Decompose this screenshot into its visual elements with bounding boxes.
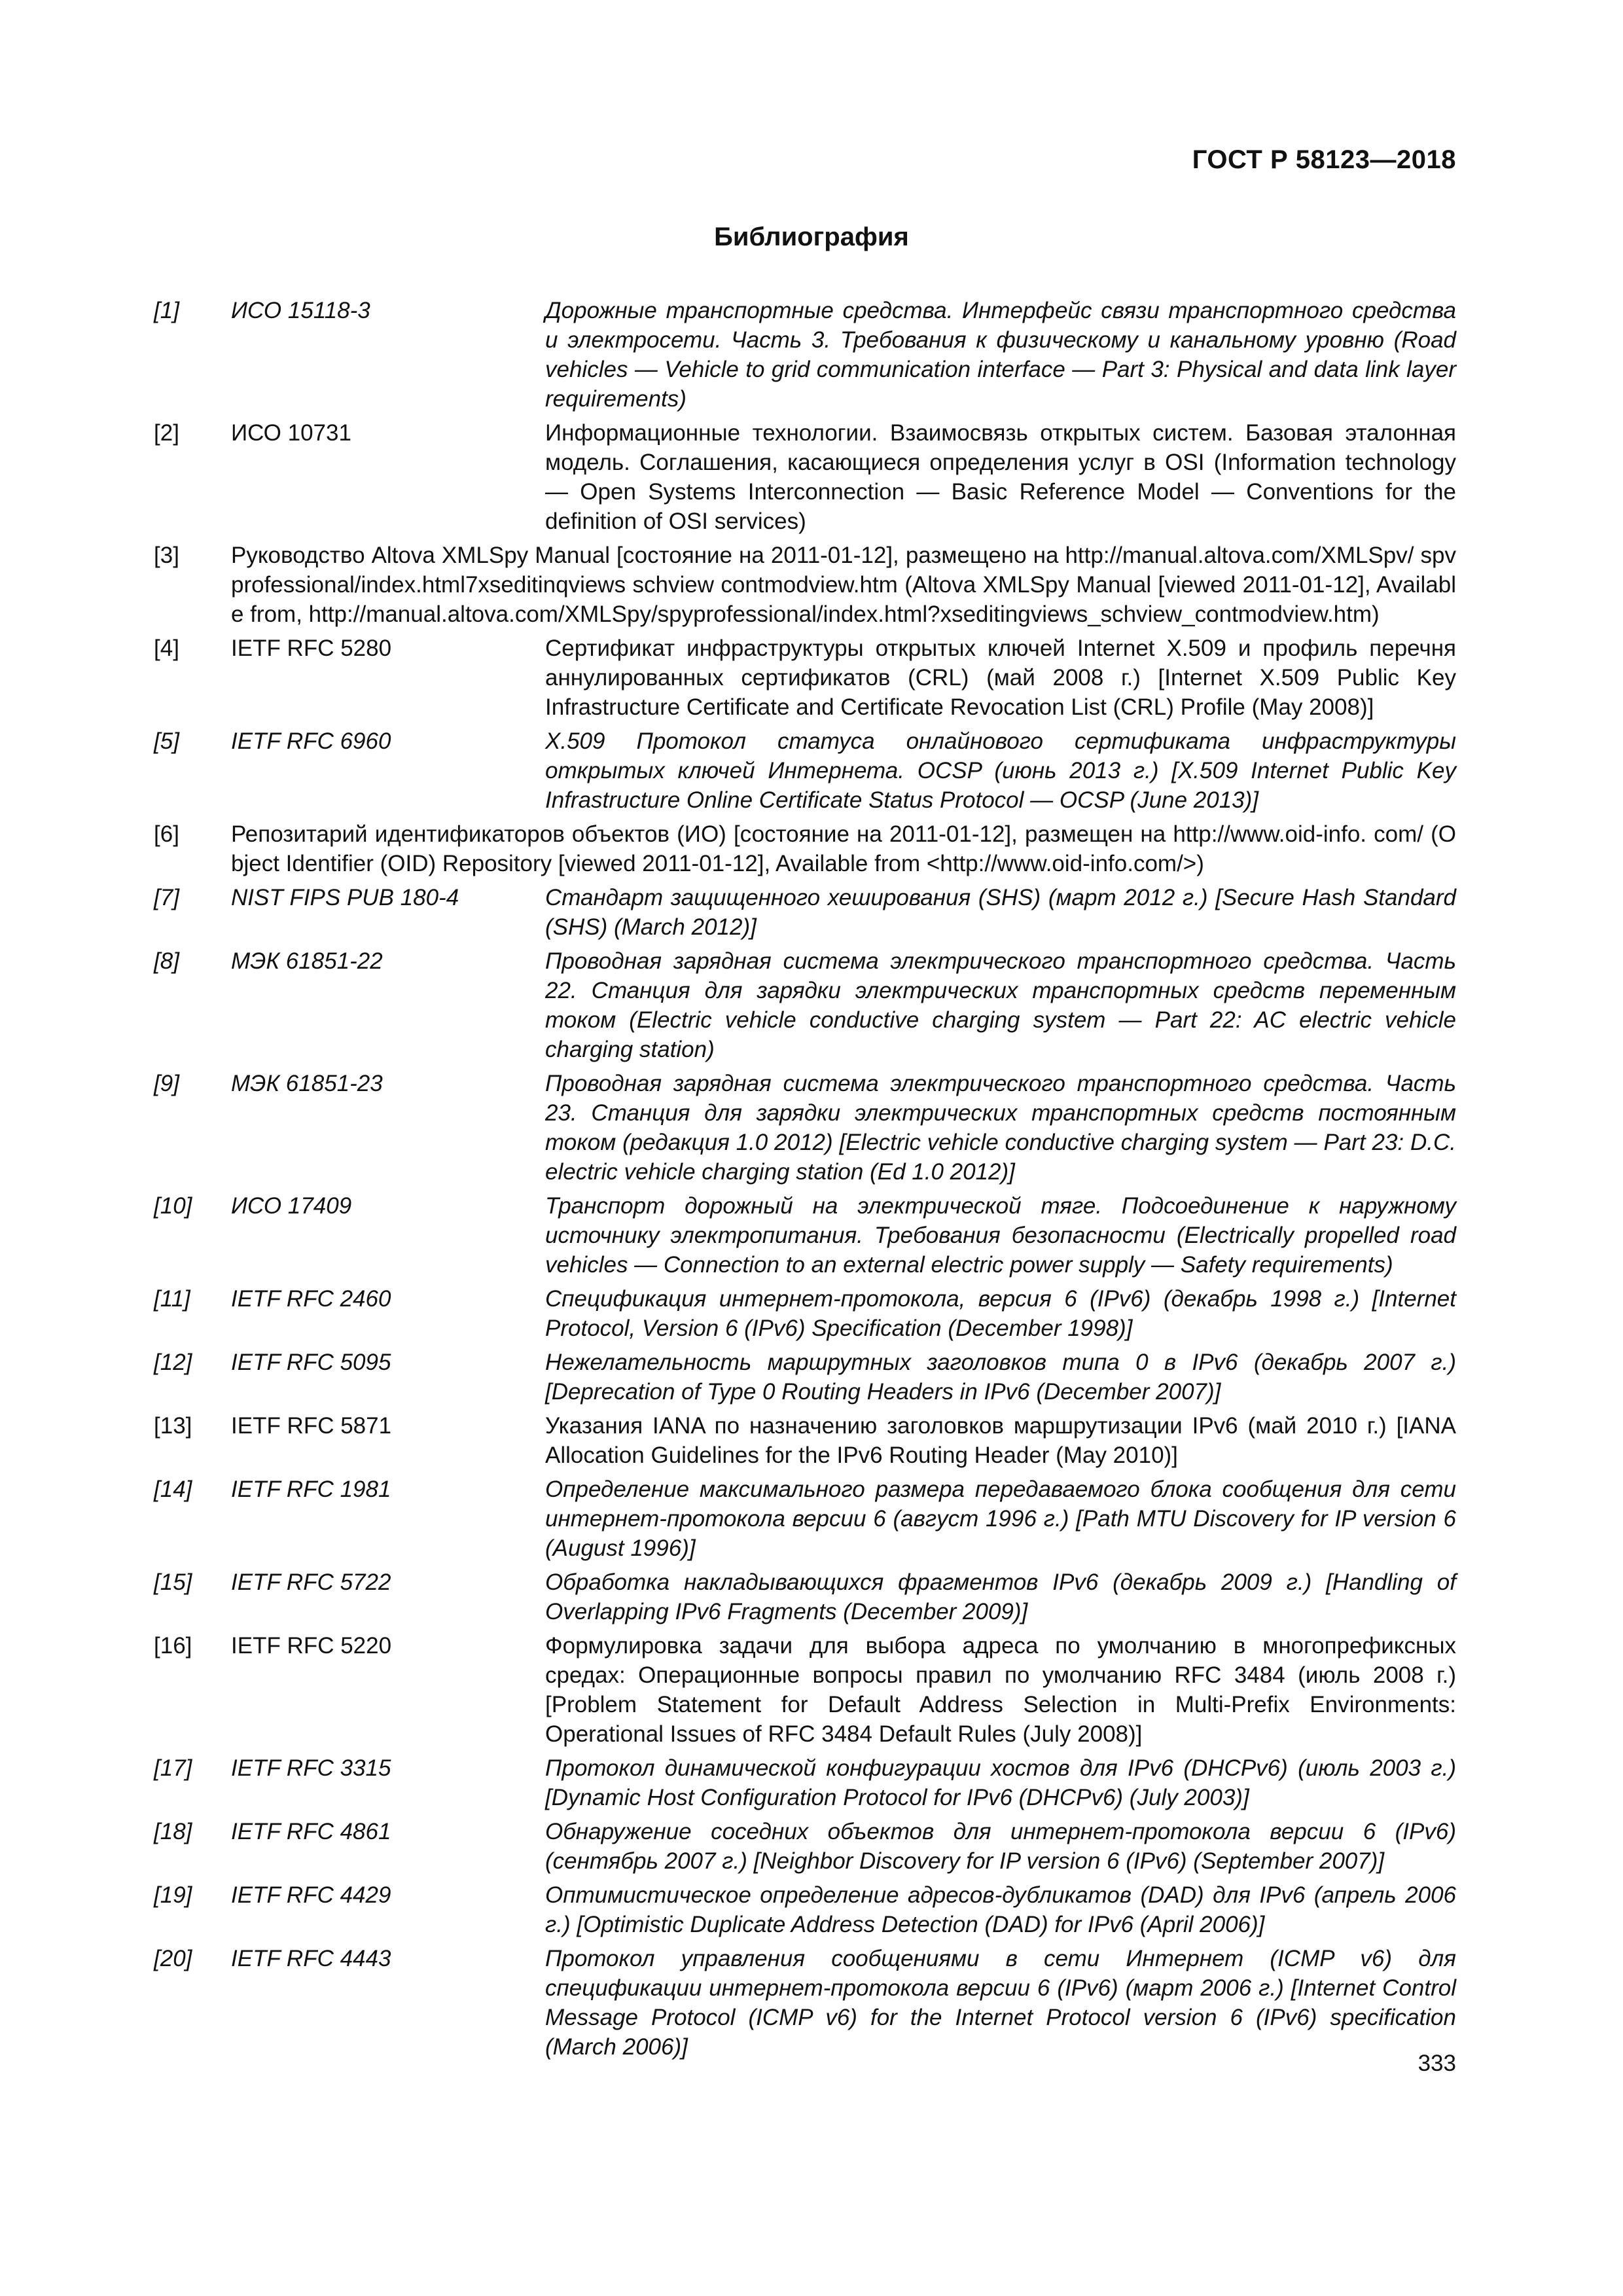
- bibliography-entry: [154, 1069, 1456, 1187]
- entry-standard-code: IETF RFC 5280: [231, 636, 392, 661]
- entry-number: [4]: [154, 636, 179, 661]
- entry-description: Проводная зарядная система электрического транспортного средства. Часть 22. Станция для зарядки электрических транспортных средств переменным током (Electric vehicle conductive charging system — Part 22: AC electric vehicle charging station): [545, 948, 1456, 1062]
- entry-standard-code: ИСО 15118-3: [231, 298, 370, 323]
- entry-number: [1]: [154, 298, 179, 323]
- bibliography-entry: [154, 1817, 1456, 1876]
- entry-number: [7]: [154, 885, 179, 910]
- entry-standard-code: IETF RFC 5722: [231, 1570, 391, 1595]
- entry-number: [15]: [154, 1570, 192, 1595]
- entry-number: [14]: [154, 1477, 192, 1502]
- entry-number: [8]: [154, 948, 179, 974]
- page-title: Библиография: [714, 223, 909, 251]
- entry-description: Обработка накладывающихся фрагментов IPv6 (декабрь 2009 г.) [Handling of Overlapping IPv6 Fragments (December 2009)]: [545, 1570, 1456, 1624]
- entry-number: [18]: [154, 1819, 192, 1844]
- bibliography-entry: [154, 1411, 1456, 1470]
- page-number: 333: [1418, 2051, 1456, 2076]
- entry-standard-code: IETF RFC 5220: [231, 1633, 392, 1659]
- entry-number: [6]: [154, 821, 179, 847]
- entry-description: Указания IANA по назначению заголовков маршрутизации IPv6 (май 2010 г.) [IANA Allocation Guidelines for the IPv6 Routing Header (May 2010)]: [545, 1413, 1456, 1468]
- bibliography-entry: [154, 819, 1456, 878]
- entry-number: [16]: [154, 1633, 192, 1659]
- entry-standard-code: IETF RFC 4429: [231, 1882, 391, 1908]
- entry-description: X.509 Протокол статуса онлайнового сертификата инфраструктуры открытых ключей Интернета. OCSP (июнь 2013 г.) [X.509 Internet Public Key Infrastructure Online Certificate Status Protocol — OCSP (June 2013)]: [545, 728, 1456, 813]
- bibliography-entry: [154, 1191, 1456, 1280]
- entry-standard-code: NIST FIPS PUB 180-4: [231, 885, 459, 910]
- entry-number: [13]: [154, 1413, 192, 1439]
- entry-description: Проводная зарядная система электрического транспортного средства. Часть 23. Станция для зарядки электрических транспортных средств постоянным током (редакция 1.0 2012) [Electric vehicle conductive charging system — Part 23: D.C. electric vehicle charging station (Ed 1.0 2012)]: [545, 1071, 1456, 1185]
- entry-description: Спецификация интернет-протокола, версия 6 (IPv6) (декабрь 1998 г.) [Internet Protocol, Version 6 (IPv6) Specification (December 1998)]: [545, 1286, 1456, 1341]
- bibliography-entry: [154, 1880, 1456, 1939]
- bibliography-entry: [154, 634, 1456, 722]
- entry-description: Сертификат инфраструктуры открытых ключей Internet X.509 и профиль перечня аннулированных сертификатов (CRL) (май 2008 г.) [Internet X.509 Public Key Infrastructure Certificate and Certificate Revocation List (CRL) Profile (May 2008)]: [545, 636, 1456, 720]
- entry-description: Руководство Altova XMLSpy Manual [состояние на 2011-01-12], размещено на http://manual.altova.com/XMLSpv/ spvprofessional/index.html7xseditinqviews schview contmodview.htm (Altova XMLSpy Manual [viewed 2011-01-12], Available from, http://manual.altova.com/XMLSpy/spyprofessional/index.html?xseditingviews_schview_contmodview.htm): [231, 543, 1456, 627]
- bibliography-list: [154, 296, 1456, 2066]
- bibliography-entry: [154, 1348, 1456, 1407]
- entry-description: Дорожные транспортные средства. Интерфейс связи транспортного средства и электросети. Часть 3. Требования к физическому и канальному уровню (Road vehicles — Vehicle to grid communication interface — Part 3: Physical and data link layer requirements): [545, 298, 1456, 412]
- entry-description: Стандарт защищенного хеширования (SHS) (март 2012 г.) [Secure Hash Standard (SHS) (March 2012)]: [545, 885, 1456, 940]
- entry-number: [12]: [154, 1350, 192, 1375]
- entry-standard-code: IETF RFC 4443: [231, 1946, 391, 1971]
- bibliography-entry: [154, 1631, 1456, 1749]
- entry-number: [9]: [154, 1071, 179, 1096]
- entry-standard-code: IETF RFC 5095: [231, 1350, 391, 1375]
- entry-description: Определение максимального размера передаваемого блока сообщения для сети интернет-протокола версии 6 (август 1996 г.) [Path MTU Discovery for IP version 6 (August 1996)]: [545, 1477, 1456, 1561]
- bibliography-entry: [154, 726, 1456, 815]
- document-code: ГОСТ Р 58123—2018: [1192, 145, 1456, 174]
- entry-number: [3]: [154, 543, 179, 568]
- entry-description: Формулировка задачи для выбора адреса по умолчанию в многопрефиксных средах: Операционные вопросы правил по умолчанию RFC 3484 (июль 2008 г.) [Problem Statement for Default Address Selection in Multi-Prefix Environments: Operational Issues of RFC 3484 Default Rules (July 2008)]: [545, 1633, 1456, 1747]
- entry-standard-code: IETF RFC 3315: [231, 1755, 391, 1781]
- bibliography-entry: [154, 1284, 1456, 1343]
- bibliography-entry: [154, 418, 1456, 536]
- entry-description: Нежелательность маршрутных заголовков типа 0 в IPv6 (декабрь 2007 г.) [Deprecation of Type 0 Routing Headers in IPv6 (December 2007)]: [545, 1350, 1456, 1405]
- bibliography-entry: [154, 296, 1456, 414]
- entry-description: Информационные технологии. Взаимосвязь открытых систем. Базовая эталонная модель. Соглашения, касающиеся определения услуг в OSI (Information technology — Open Systems Interconnection — Basic Reference Model — Conventions for the definition of OSI services): [545, 420, 1456, 534]
- entry-standard-code: МЭК 61851-23: [231, 1071, 383, 1096]
- entry-description: Репозитарий идентификаторов объектов (ИО) [состояние на 2011-01-12], размещен на http://www.oid-info. com/ (Object Identifier (OID) Repository [viewed 2011-01-12], Available from <http://www.oid-info.com/>): [231, 821, 1456, 876]
- bibliography-entry: [154, 541, 1456, 629]
- entry-standard-code: IETF RFC 1981: [231, 1477, 391, 1502]
- bibliography-entry: [154, 883, 1456, 942]
- entry-standard-code: IETF RFC 6960: [231, 728, 391, 754]
- bibliography-entry: [154, 1568, 1456, 1626]
- entry-standard-code: МЭК 61851-22: [231, 948, 383, 974]
- entry-number: [2]: [154, 420, 179, 446]
- entry-description: Протокол управления сообщениями в сети Интернет (ICMP v6) для спецификации интернет-протокола версии 6 (IPv6) (март 2006 г.) [Internet Control Message Protocol (ICMP v6) for the Internet Protocol version 6 (IPv6) specification (March 2006)]: [545, 1946, 1456, 2060]
- entry-standard-code: ИСО 10731: [231, 420, 351, 446]
- bibliography-entry: [154, 1753, 1456, 1812]
- entry-description: Обнаружение соседних объектов для интернет-протокола версии 6 (IPv6) (сентябрь 2007 г.) [Neighbor Discovery for IP version 6 (IPv6) (September 2007)]: [545, 1819, 1456, 1874]
- entry-description: Транспорт дорожный на электрической тяге. Подсоединение к наружному источнику электропитания. Требования безопасности (Electrically propelled road vehicles — Connection to an external electric power supply — Safety requirements): [545, 1193, 1456, 1278]
- bibliography-entry: [154, 946, 1456, 1064]
- bibliography-entry: [154, 1475, 1456, 1563]
- entry-number: [11]: [154, 1286, 190, 1312]
- entry-number: [10]: [154, 1193, 192, 1219]
- entry-number: [20]: [154, 1946, 192, 1971]
- entry-standard-code: ИСО 17409: [231, 1193, 352, 1219]
- entry-number: [5]: [154, 728, 179, 754]
- entry-number: [17]: [154, 1755, 192, 1781]
- entry-description: Протокол динамической конфигурации хостов для IPv6 (DHCPv6) (июль 2003 г.) [Dynamic Host Configuration Protocol for IPv6 (DHCPv6) (July 2003)]: [545, 1755, 1456, 1810]
- entry-standard-code: IETF RFC 4861: [231, 1819, 391, 1844]
- entry-standard-code: IETF RFC 2460: [231, 1286, 391, 1312]
- bibliography-entry: [154, 1944, 1456, 2062]
- entry-standard-code: IETF RFC 5871: [231, 1413, 392, 1439]
- entry-description: Оптимистическое определение адресов-дубликатов (DAD) для IPv6 (апрель 2006 г.) [Optimistic Duplicate Address Detection (DAD) for IPv6 (April 2006)]: [545, 1882, 1456, 1937]
- entry-number: [19]: [154, 1882, 192, 1908]
